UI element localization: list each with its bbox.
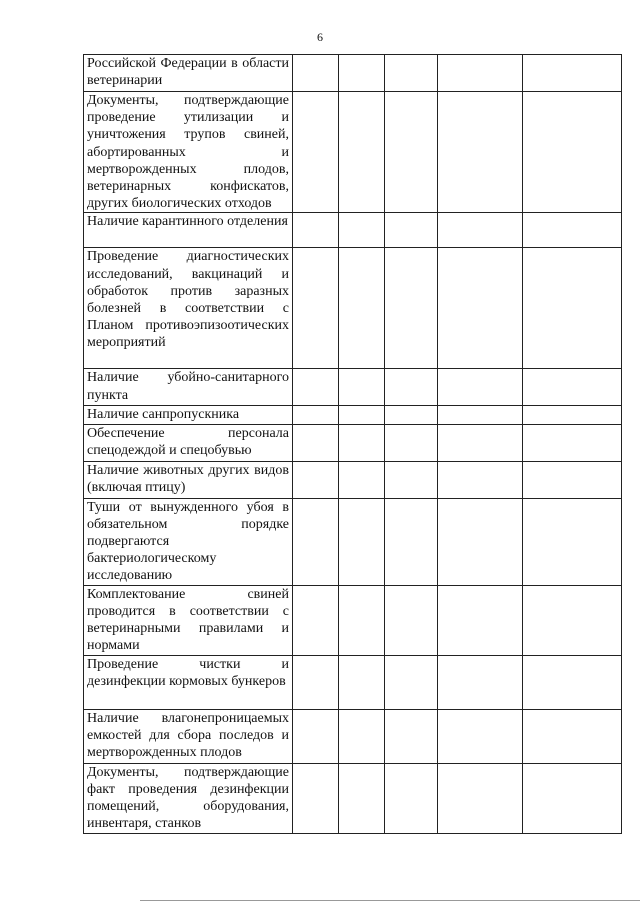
answer-cell [385, 655, 438, 709]
answer-cell [523, 248, 622, 369]
table-row [84, 585, 622, 655]
answer-cell [523, 709, 622, 763]
requirement-cell: Проведение чистки и дезинфекции кормовых бункеров [84, 655, 293, 709]
answer-cell [385, 498, 438, 585]
answer-cell [293, 655, 339, 709]
answer-cell [339, 369, 385, 406]
answer-cell [523, 369, 622, 406]
answer-cell [339, 213, 385, 248]
answer-cell [523, 55, 622, 92]
answer-cell [293, 709, 339, 763]
answer-cell [339, 248, 385, 369]
answer-cell [523, 92, 622, 213]
answer-cell [293, 213, 339, 248]
answer-cell [339, 92, 385, 213]
requirement-cell: Наличие санпропускника [84, 406, 293, 424]
table-row [84, 248, 622, 369]
answer-cell [293, 92, 339, 213]
requirement-cell: Документы, подтверждающие проведение утилизации и уничтожения трупов свиней, абортированных и мертворожденных плодов, ветеринарных конфискатов, других биологических отходов [84, 92, 293, 213]
answer-cell [438, 248, 523, 369]
answer-cell [339, 424, 385, 461]
answer-cell [385, 369, 438, 406]
table-row [84, 55, 622, 92]
requirement-cell: Туши от вынужденного убоя в обязательном порядке подвергаются бактериологическому исследованию [84, 498, 293, 585]
answer-cell [385, 709, 438, 763]
answer-cell [523, 655, 622, 709]
table-row [84, 763, 622, 833]
table-row [84, 498, 622, 585]
answer-cell [438, 424, 523, 461]
answer-cell [293, 248, 339, 369]
answer-cell [438, 461, 523, 498]
answer-cell [523, 406, 622, 424]
checklist-body [84, 55, 622, 834]
table-row [84, 213, 622, 248]
table-row [84, 406, 622, 424]
inspection-checklist-table [83, 54, 622, 834]
answer-cell [293, 406, 339, 424]
answer-cell [523, 585, 622, 655]
answer-cell [523, 498, 622, 585]
table-row [84, 461, 622, 498]
answer-cell [438, 55, 523, 92]
requirement-cell: Наличие убойно-санитарного пункта [84, 369, 293, 406]
answer-cell [438, 369, 523, 406]
answer-cell [438, 92, 523, 213]
answer-cell [438, 763, 523, 833]
requirement-cell: Документы, подтверждающие факт проведения дезинфекции помещений, оборудования, инвентаря, станков [84, 763, 293, 833]
answer-cell [523, 424, 622, 461]
answer-cell [293, 55, 339, 92]
table-row [84, 424, 622, 461]
requirement-cell: Наличие животных других видов (включая птицу) [84, 461, 293, 498]
answer-cell [385, 763, 438, 833]
answer-cell [385, 406, 438, 424]
answer-cell [339, 55, 385, 92]
table-row [84, 655, 622, 709]
answer-cell [293, 585, 339, 655]
answer-cell [385, 213, 438, 248]
answer-cell [293, 461, 339, 498]
answer-cell [523, 763, 622, 833]
answer-cell [438, 585, 523, 655]
answer-cell [339, 655, 385, 709]
table-row [84, 369, 622, 406]
requirement-cell: Наличие влагонепроницаемых емкостей для сбора последов и мертворожденных плодов [84, 709, 293, 763]
answer-cell [523, 213, 622, 248]
answer-cell [293, 763, 339, 833]
table-row [84, 92, 622, 213]
answer-cell [339, 498, 385, 585]
answer-cell [339, 763, 385, 833]
answer-cell [438, 498, 523, 585]
answer-cell [385, 55, 438, 92]
answer-cell [438, 709, 523, 763]
requirement-cell: Наличие карантинного отделения [84, 213, 293, 248]
answer-cell [339, 709, 385, 763]
answer-cell [523, 461, 622, 498]
answer-cell [339, 461, 385, 498]
requirement-cell: Комплектование свиней проводится в соответствии с ветеринарными правилами и нормами [84, 585, 293, 655]
table-row [84, 709, 622, 763]
answer-cell [293, 498, 339, 585]
answer-cell [293, 424, 339, 461]
answer-cell [385, 424, 438, 461]
answer-cell [385, 92, 438, 213]
answer-cell [438, 406, 523, 424]
answer-cell [438, 655, 523, 709]
answer-cell [385, 461, 438, 498]
requirement-cell: Обеспечение персонала спецодеждой и спецобувью [84, 424, 293, 461]
answer-cell [339, 585, 385, 655]
answer-cell [438, 213, 523, 248]
requirement-cell: Проведение диагностических исследований, вакцинаций и обработок против заразных болезней в соответствии с Планом противоэпизоотических мероприятий [84, 248, 293, 369]
answer-cell [385, 248, 438, 369]
answer-cell [385, 585, 438, 655]
page-number: 6 [317, 30, 323, 44]
scan-edge-line [140, 900, 640, 901]
answer-cell [293, 369, 339, 406]
requirement-cell: Российской Федерации в области ветеринарии [84, 55, 293, 92]
answer-cell [339, 406, 385, 424]
